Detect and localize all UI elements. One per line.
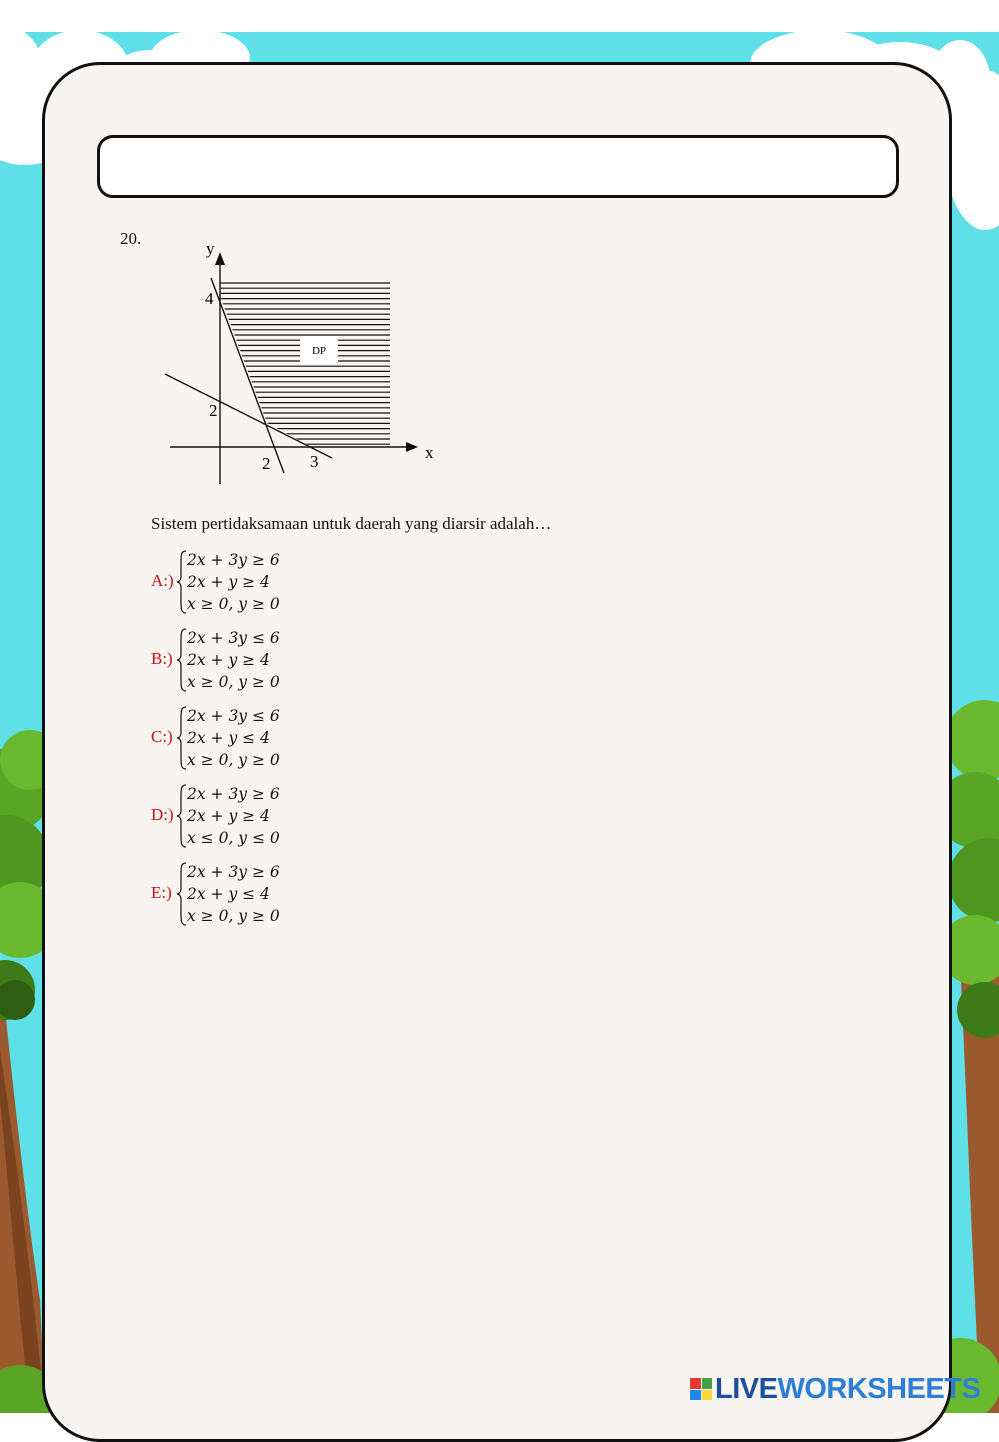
inequality-line: 2x + y ≤ 4: [187, 729, 270, 747]
line-2x-plus-y-4: [211, 278, 284, 473]
inequality-line: x ≤ 0, y ≤ 0: [187, 829, 280, 847]
x-axis-arrow: [406, 442, 418, 452]
region-label: DP: [311, 345, 327, 357]
question-statement: Sistem pertidaksamaan untuk daerah yang diarsir adalah…: [151, 514, 552, 533]
inequality-line: 2x + 3y ≤ 6: [187, 707, 280, 725]
option-label: E:): [151, 883, 172, 902]
option-d[interactable]: [151, 783, 551, 851]
tick-x-2: 2: [262, 454, 271, 473]
inequality-line: 2x + 3y ≥ 6: [187, 785, 280, 803]
y-axis-arrow: [215, 252, 225, 265]
question-number: 20.: [120, 229, 142, 248]
inequality-line: 2x + y ≥ 4: [187, 651, 270, 669]
inequality-system: [187, 861, 280, 927]
inequality-system: [187, 549, 280, 615]
inequality-system: [187, 705, 280, 771]
option-label: B:): [151, 649, 173, 668]
inequality-line: 2x + 3y ≥ 6: [187, 551, 280, 569]
inequality-line: x ≥ 0, y ≥ 0: [187, 595, 280, 613]
inequality-line: 2x + 3y ≥ 6: [187, 863, 280, 881]
brace-icon: [177, 861, 187, 927]
tick-x-3: 3: [310, 452, 319, 471]
inequality-line: 2x + 3y ≤ 6: [187, 629, 280, 647]
option-label: C:): [151, 727, 173, 746]
inequality-system: [187, 627, 280, 693]
liveworksheets-logo: [690, 1372, 980, 1406]
title-box: [97, 135, 899, 198]
inequality-line: x ≥ 0, y ≥ 0: [187, 751, 280, 769]
option-label: D:): [151, 805, 174, 824]
brace-icon: [177, 627, 187, 693]
brace-icon: [177, 549, 187, 615]
option-b[interactable]: [151, 627, 551, 695]
logo-mark-icon: [690, 1378, 712, 1400]
option-e[interactable]: [151, 861, 551, 929]
brace-icon: [177, 783, 187, 849]
brace-icon: [177, 705, 187, 771]
tick-y-2: 2: [209, 401, 218, 420]
inequality-line: 2x + y ≥ 4: [187, 807, 270, 825]
inequality-system: [187, 783, 280, 849]
option-a[interactable]: [151, 549, 551, 617]
logo-text-worksheets: WORKSHEETS: [777, 1372, 981, 1405]
y-axis-label: y: [206, 239, 215, 258]
option-c[interactable]: [151, 705, 551, 773]
logo-text-live: LIVE: [715, 1372, 778, 1405]
inequality-line: x ≥ 0, y ≥ 0: [187, 673, 280, 691]
tick-y-4: 4: [205, 289, 214, 308]
x-axis-label: x: [425, 443, 434, 462]
inequality-graph: [160, 236, 450, 491]
inequality-line: x ≥ 0, y ≥ 0: [187, 907, 280, 925]
inequality-line: 2x + y ≤ 4: [187, 885, 270, 903]
inequality-line: 2x + y ≥ 4: [187, 573, 270, 591]
option-label: A:): [151, 571, 174, 590]
